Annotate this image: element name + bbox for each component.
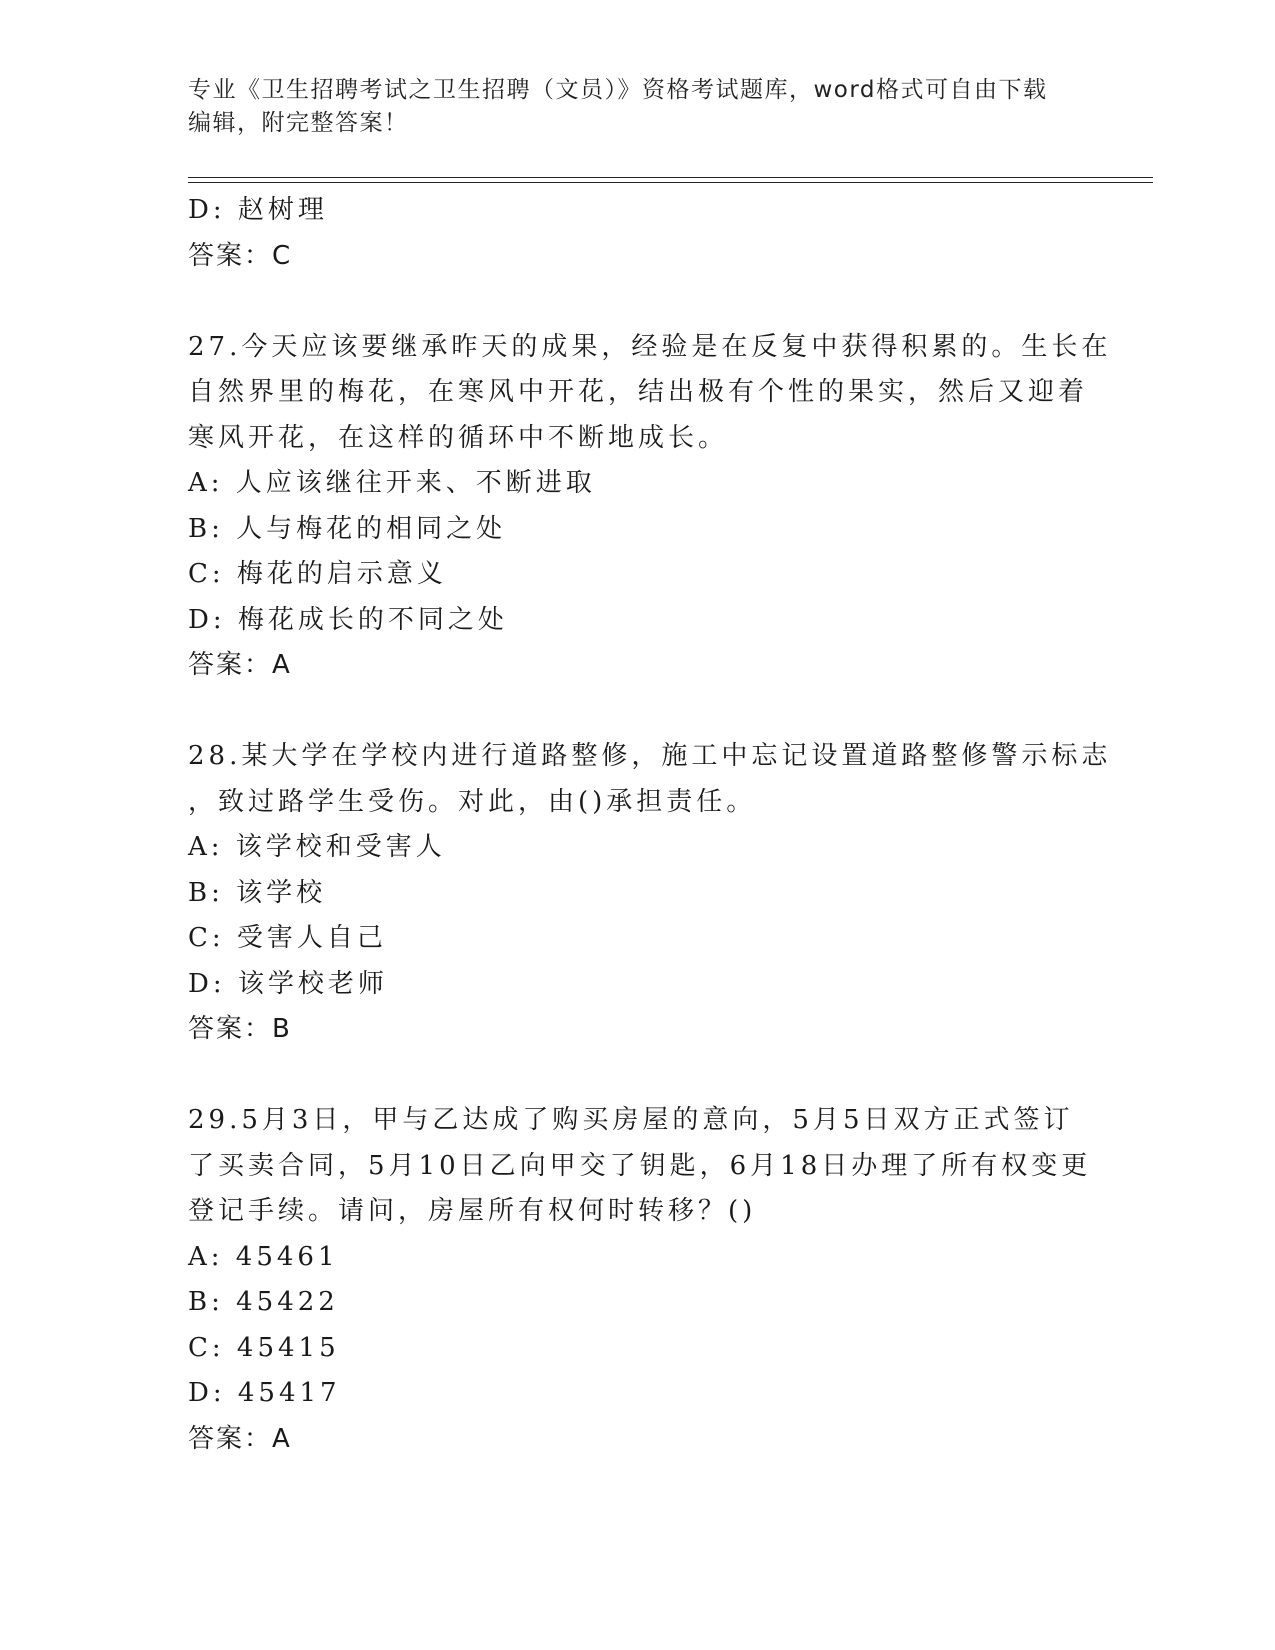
option-b: B: 45422 xyxy=(188,1287,339,1317)
option-c: C: 梅花的启示意义 xyxy=(188,559,447,589)
header-divider-top xyxy=(188,177,1153,178)
option-a: A: 该学校和受害人 xyxy=(188,832,446,862)
question-27 xyxy=(188,325,1112,689)
question-content xyxy=(188,188,1112,1462)
stem-line: ，致过路学生受伤。对此，由()承担责任。 xyxy=(188,786,757,817)
option-d: D: 赵树理 xyxy=(188,195,328,225)
stem-line: 27.今天应该要继承昨天的成果，经验是在反复中获得积累的。生长在 xyxy=(188,331,1112,362)
question-stem xyxy=(188,734,1112,825)
option-d: D: 该学校老师 xyxy=(188,968,388,999)
option-b: B: 人与梅花的相同之处 xyxy=(188,513,507,544)
question-stem xyxy=(188,1098,1092,1235)
previous-question-tail xyxy=(188,188,1088,279)
option-b: B: 该学校 xyxy=(188,877,327,908)
spacer xyxy=(188,279,1088,325)
spacer xyxy=(188,689,1088,735)
question-stem xyxy=(188,325,1112,462)
answer-line: 答案：A xyxy=(188,650,292,680)
stem-line: 29.5月3日，甲与乙达成了购买房屋的意向，5月5日双方正式签订 xyxy=(188,1105,1074,1135)
stem-line: 28.某大学在学校内进行道路整修，施工中忘记设置道路整修警示标志 xyxy=(188,741,1112,771)
answer-line: 答案：B xyxy=(188,1014,292,1044)
header-divider-bottom xyxy=(188,182,1153,183)
option-d: D: 45417 xyxy=(188,1378,341,1408)
option-a: A: 人应该继往开来、不断进取 xyxy=(188,468,596,498)
answer-line: 答案：C xyxy=(188,240,293,271)
question-28 xyxy=(188,734,1112,1053)
spacer xyxy=(188,1053,1088,1099)
question-29 xyxy=(188,1098,1092,1462)
stem-line: 寒风开花，在这样的循环中不断地成长。 xyxy=(188,422,729,453)
header-line-2: 编辑，附完整答案！ xyxy=(188,110,409,136)
option-a: A: 45461 xyxy=(188,1241,339,1272)
option-c: C: 受害人自己 xyxy=(188,923,387,953)
stem-line: 自然界里的梅花，在寒风中开花，结出极有个性的果实，然后又迎着 xyxy=(188,377,1089,407)
page-header xyxy=(188,74,1088,140)
header-line-1: 专业《卫生招聘考试之卫生招聘（文员）》资格考试题库，word格式可自由下载 xyxy=(188,77,1048,103)
option-d: D: 梅花成长的不同之处 xyxy=(188,604,508,635)
stem-line: 了买卖合同，5月10日乙向甲交了钥匙，6月18日办理了所有权变更 xyxy=(188,1150,1092,1181)
option-c: C: 45415 xyxy=(188,1332,340,1363)
stem-line: 登记手续。请问，房屋所有权何时转移？() xyxy=(188,1196,757,1226)
answer-line: 答案：A xyxy=(188,1423,292,1454)
